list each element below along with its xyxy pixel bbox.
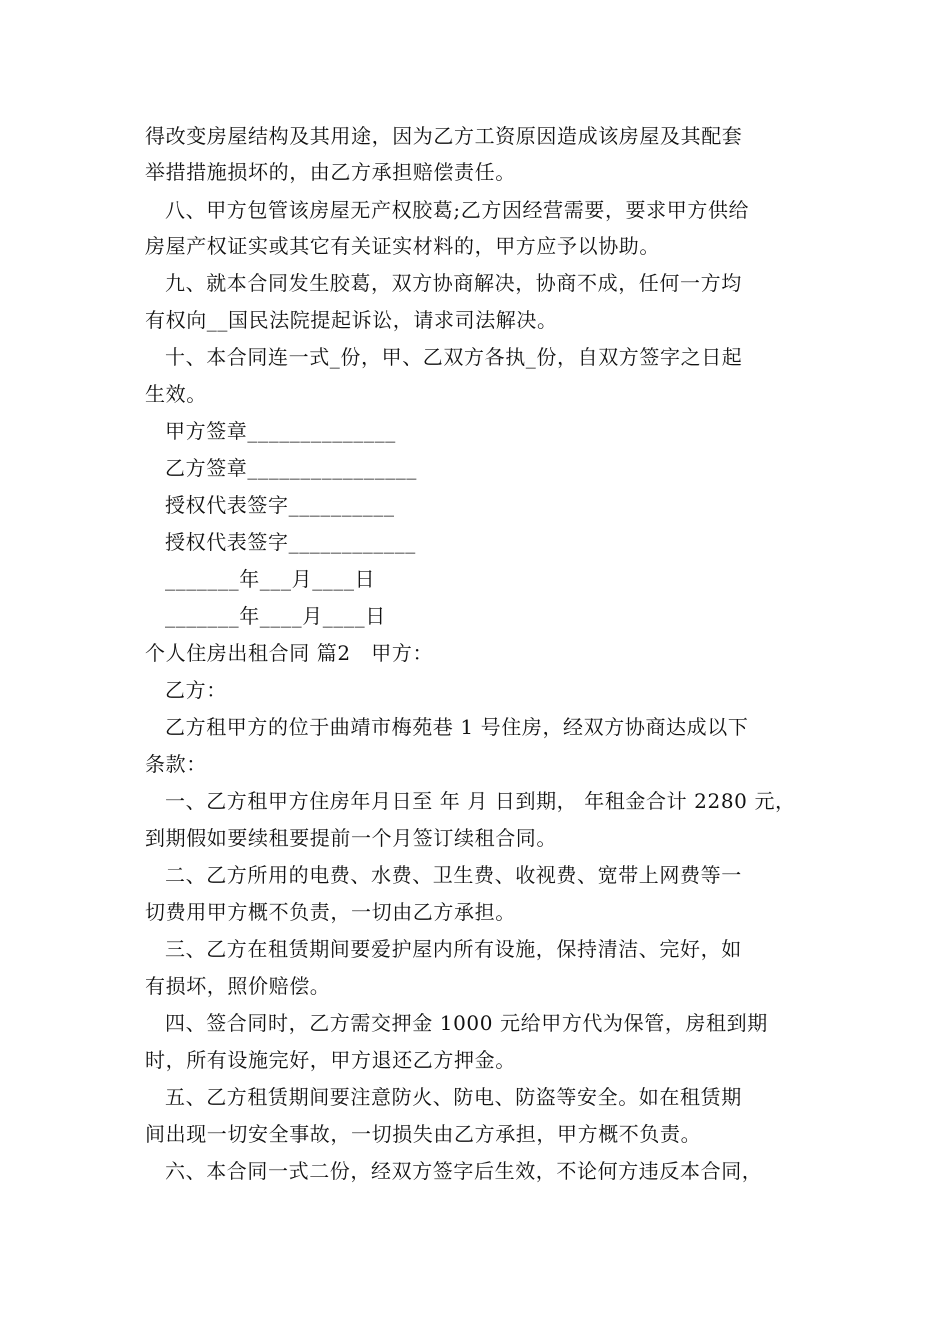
text-line: 乙方租甲方的位于曲靖市梅苑巷 1 号住房，经双方协商达成以下 xyxy=(165,715,749,739)
text-line: 五、乙方租赁期间要注意防火、防电、防盗等安全。如在租赁期 xyxy=(165,1085,742,1109)
text-line: 时，所有设施完好，甲方退还乙方押金。 xyxy=(145,1048,516,1072)
signature-line: 甲方签章______________ xyxy=(165,419,396,443)
text-line: 举措措施损坏的，由乙方承担赔偿责任。 xyxy=(145,160,516,184)
text-line: 一、乙方租甲方住房年月日至 年 月 日到期， 年租金合计 2280 元， xyxy=(165,789,796,813)
text-line: 乙方： xyxy=(165,678,227,702)
text-line: 到期假如要续租要提前一个月签订续租合同。 xyxy=(145,826,557,850)
date-line: _______年___月____日 xyxy=(165,567,376,591)
text-line: 房屋产权证实或其它有关证实材料的，甲方应予以协助。 xyxy=(145,234,660,258)
text-line: 四、签合同时，乙方需交押金 1000 元给甲方代为保管，房租到期 xyxy=(165,1011,768,1035)
section-heading: 个人住房出租合同 篇2 甲方： xyxy=(145,641,434,665)
text-line: 十、本合同连一式_份，甲、乙双方各执_份，自双方签字之日起 xyxy=(165,345,743,369)
text-line: 有损坏，照价赔偿。 xyxy=(145,974,331,998)
text-line: 九、就本合同发生胶葛，双方协商解决，协商不成，任何一方均 xyxy=(165,271,742,295)
text-line: 六、本合同一式二份，经双方签字后生效，不论何方违反本合同， xyxy=(165,1159,763,1183)
signature-line: 授权代表签字____________ xyxy=(165,530,416,554)
text-line: 有权向__国民法院提起诉讼，请求司法解决。 xyxy=(145,308,558,332)
text-line: 得改变房屋结构及其用途，因为乙方工资原因造成该房屋及其配套 xyxy=(145,124,743,148)
signature-line: 乙方签章________________ xyxy=(165,456,417,480)
signature-line: 授权代表签字__________ xyxy=(165,493,395,517)
text-line: 切费用甲方概不负责，一切由乙方承担。 xyxy=(145,900,516,924)
text-line: 三、乙方在租赁期间要爱护屋内所有设施，保持清洁、完好，如 xyxy=(165,937,742,961)
text-line: 二、乙方所用的电费、水费、卫生费、收视费、宽带上网费等一 xyxy=(165,863,742,887)
text-line: 八、甲方包管该房屋无产权胶葛;乙方因经营需要，要求甲方供给 xyxy=(165,198,750,222)
text-line: 条款： xyxy=(145,752,207,776)
text-line: 间出现一切安全事故，一切损失由乙方承担，甲方概不负责。 xyxy=(145,1122,702,1146)
date-line: _______年____月____日 xyxy=(165,604,386,628)
text-line: 生效。 xyxy=(145,382,207,406)
